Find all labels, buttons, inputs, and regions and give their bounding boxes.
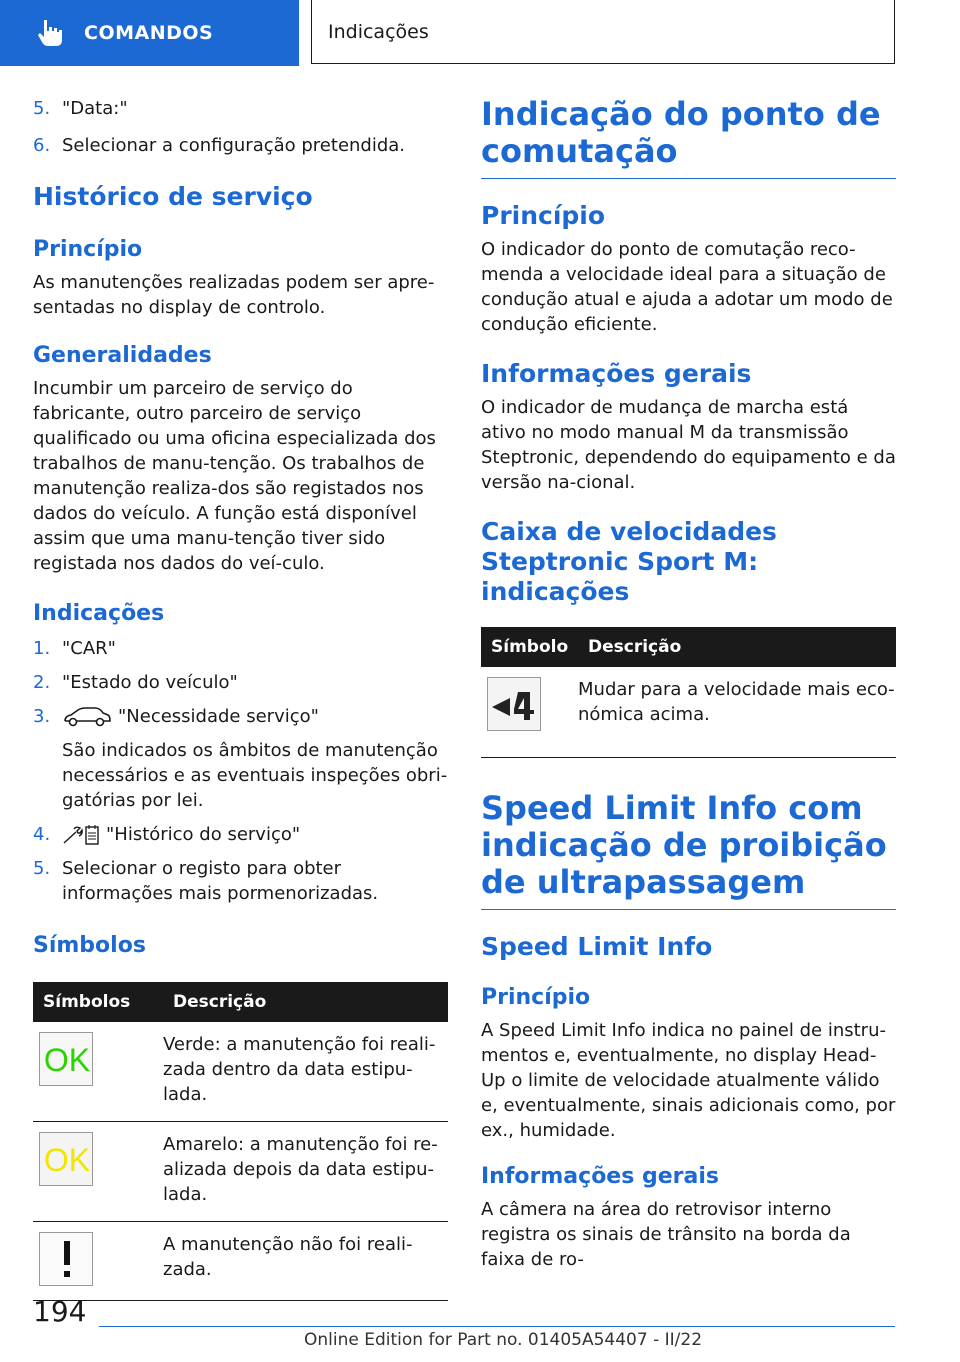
- subheading: Generalidades: [33, 343, 212, 368]
- page-number: 194: [33, 1295, 87, 1328]
- subheading: Princípio: [481, 201, 606, 230]
- right-column: [481, 96, 896, 1272]
- table-row: [33, 1022, 448, 1122]
- subheading: Speed Limit Info: [481, 932, 713, 961]
- list-number: 6.: [33, 135, 51, 156]
- list-item: [33, 133, 448, 158]
- paragraph: Incumbir um parceiro de serviço do fabricante, outro parceiro de serviço qualificado ou uma oficina especializada dos trabalhos de manu-tenção. Os trabalhos de manutenção realiza-dos são registados nos dados do veículo. A função está disponível assim que uma manu-tenção tiver sido registada nos dados do veí-culo.: [33, 378, 436, 574]
- paragraph: A câmera na área do retrovisor interno registra os sinais de trânsito na borda da faixa de ro-: [481, 1199, 851, 1270]
- list-text: "Necessidade serviço": [118, 706, 319, 727]
- list-text: "Data:": [62, 98, 128, 119]
- ok-green-icon: [39, 1032, 93, 1086]
- table-header: Símbolo: [481, 627, 578, 667]
- page-topic-box: [311, 0, 895, 64]
- section-heading: Indicação do ponto de comutação: [481, 96, 896, 179]
- table-header: Descrição: [578, 627, 896, 667]
- table-header: Símbolos: [33, 982, 163, 1022]
- list-item: [33, 738, 448, 813]
- list-number: 3.: [33, 706, 51, 727]
- list-item: [33, 704, 448, 729]
- table-cell: Verde: a manutenção foi reali-zada dentro da data estipu-lada.: [163, 1022, 448, 1122]
- section-label: COMANDOS: [84, 22, 214, 44]
- table-row: [481, 667, 896, 758]
- paragraph: O indicador de mudança de marcha está ativo no modo manual M da transmissão Steptronic, dependendo do equipamento e da versão na-cional.: [481, 397, 896, 493]
- list-item: [33, 96, 448, 121]
- subheading: Informações gerais: [481, 359, 752, 388]
- paragraph: O indicador do ponto de comutação reco-menda a velocidade ideal para a situação de condução atual e ajuda a adotar um modo de condução eficiente.: [481, 239, 893, 335]
- ok-yellow-icon: [39, 1132, 93, 1186]
- list-text: "Histórico do serviço": [106, 824, 301, 845]
- symbols-table: [33, 982, 448, 1301]
- wrench-calendar-icon: [62, 824, 100, 846]
- section-heading: Histórico de serviço: [33, 182, 313, 211]
- table-header: Descrição: [163, 982, 448, 1022]
- table-row: [33, 1222, 448, 1301]
- list-item: [33, 636, 448, 661]
- steptronic-table: [481, 627, 896, 758]
- list-item: [33, 822, 448, 847]
- subheading: Princípio: [481, 985, 591, 1010]
- list-text: "CAR": [62, 638, 116, 659]
- list-number: [33, 738, 62, 813]
- edition-note: Online Edition for Part no. 01405A54407 - II/22: [304, 1330, 703, 1350]
- section-tab: [0, 0, 299, 66]
- table-cell: A manutenção não foi reali-zada.: [163, 1222, 448, 1301]
- paragraph: A Speed Limit Info indica no painel de instru-mentos e, eventualmente, no display Head-Up o limite de velocidade atualmente válido e, eventualmente, sinais adicionais como, por ex., humidade.: [481, 1020, 896, 1141]
- section-heading: Speed Limit Info com indicação de proibição de ultrapassagem: [481, 790, 896, 910]
- list-text: São indicados os âmbitos de manutenção necessários e as eventuais inspeções obri-gatórias por lei.: [62, 740, 448, 811]
- footer-divider: [99, 1326, 895, 1327]
- indications-list: [33, 636, 448, 906]
- table-cell: Amarelo: a manutenção foi re-alizada depois da data estipu-lada.: [163, 1122, 448, 1222]
- list-text: Selecionar a configuração pretendida.: [62, 135, 406, 156]
- ok-text: OK: [43, 1142, 91, 1178]
- table-row: [33, 1122, 448, 1222]
- list-number: 4.: [33, 824, 51, 845]
- table-cell: Mudar para a velocidade mais eco-nómica acima.: [578, 667, 896, 758]
- page-topic: Indicações: [328, 20, 429, 43]
- list-item: [33, 856, 448, 906]
- list-number: 2.: [33, 672, 51, 693]
- subheading: Caixa de velocidades Steptronic Sport M: indicações: [481, 517, 777, 606]
- subheading: Símbolos: [33, 933, 146, 958]
- car-icon: [62, 707, 112, 727]
- list-number: 5.: [33, 98, 51, 119]
- list-number: 5.: [33, 858, 51, 879]
- ok-text: OK: [43, 1042, 91, 1078]
- left-column: [33, 96, 448, 1301]
- paragraph: As manutenções realizadas podem ser apre-sentadas no display de controlo.: [33, 272, 435, 318]
- exclamation-icon: [39, 1232, 93, 1286]
- hand-pointer-icon: [36, 18, 64, 48]
- list-text: Selecionar o registo para obter informações mais pormenorizadas.: [62, 858, 379, 904]
- upshift-gear-4-icon: [487, 677, 541, 731]
- list-text: "Estado do veículo": [62, 672, 238, 693]
- subheading: Princípio: [33, 237, 143, 262]
- list-item: [33, 670, 448, 695]
- subheading: Informações gerais: [481, 1164, 719, 1189]
- subheading: Indicações: [33, 601, 165, 626]
- list-number: 1.: [33, 638, 51, 659]
